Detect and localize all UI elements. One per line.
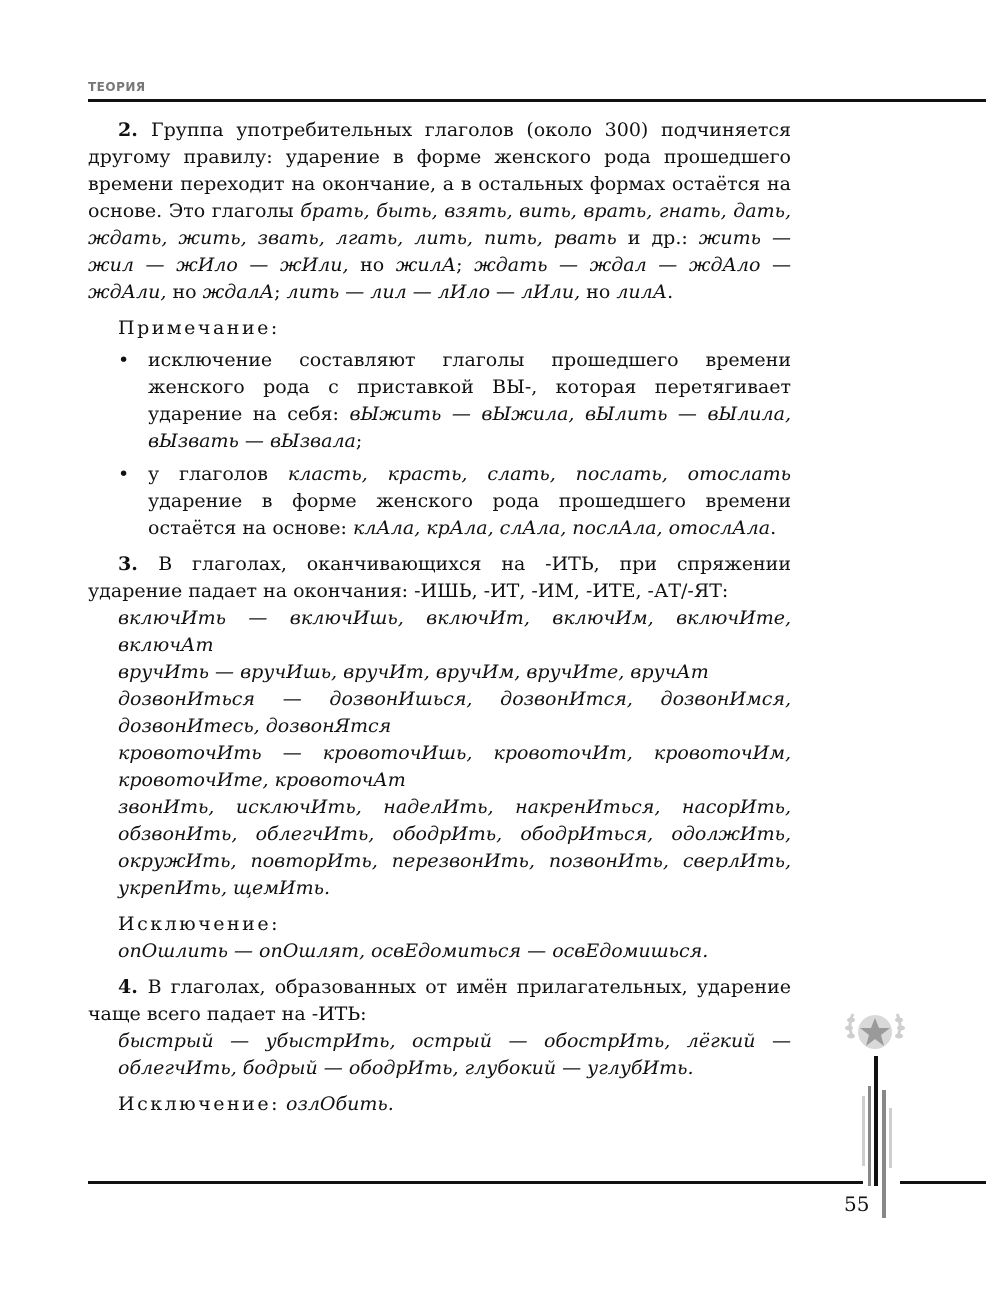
section-header: ТЕОРИЯ — [88, 80, 146, 94]
examples-3 — [88, 605, 791, 902]
text-run: 3. — [118, 553, 159, 575]
exception-title: Исключение: — [118, 1093, 280, 1115]
text-run: исключение составляют глаголы прошедшего времени женского рода с приставкой ВЫ-, которая перетягивает ударение на себя: — [148, 349, 791, 425]
footer-rule — [900, 1181, 986, 1184]
text-run: у глаголов — [148, 463, 288, 485]
text-run: ; — [274, 281, 287, 303]
paragraph-4 — [88, 974, 791, 1028]
text-run: лилА — [616, 281, 668, 303]
example-line: вручИть — вручИшь, вручИт, вручИм, вручИте, вручАт — [118, 661, 709, 683]
text-run: жилА — [395, 254, 457, 276]
laurel-star-emblem — [843, 1008, 907, 1218]
text-run: Группа употребительных глаголов (около 300) подчиняется другому правилу: ударение в форме женского рода прошедшего времени переходит на окончание, а в остальных формах остаётся на основе. Это глаголы — [88, 119, 792, 222]
bullet: • — [118, 349, 130, 371]
exception-text: опОшлить — опОшлят, освЕдомиться — освЕдомишься. — [118, 940, 709, 962]
example-line: кровоточИть — кровоточИшь, кровоточИт, кровоточИм, кровоточИте, кровоточАт — [118, 742, 791, 791]
text-run: клАла, крАла, слАла, послАла, отослАла — [352, 517, 771, 539]
text-run: В глаголах, образованных от имён прилагательных, ударение чаще всего падает на -ИТЬ: — [88, 976, 791, 1025]
text-run: ударение в форме женского рода прошедшего времени остаётся на основе: — [148, 490, 791, 539]
examples-4 — [88, 1028, 791, 1082]
page-content — [88, 117, 791, 1118]
text-run: и др.: — [616, 227, 699, 249]
example-line: быстрый — убыстрИть, острый — обострИть, лёгкий — облегчИть, бодрый — ободрИть, глубокий — углубИть. — [118, 1030, 791, 1079]
example-line: дозвонИться — дозвонИшься, дозвонИтся, дозвонИмся, дозвонИтесь, дозвонЯтся — [118, 688, 791, 737]
text-run: брать, быть, взять, вить, врать, гнать, дать, ждать, жить, звать, лгать, лить, пить, рвать — [88, 200, 791, 249]
text-run: ждать — ждал — ждАло — ждАли, — [88, 254, 792, 303]
paragraph-2 — [88, 117, 791, 306]
example-line: звонИть, исключИть, наделИть, накренИться, насорИть, обзвонИть, облегчИть, ободрИть, ободрИться, одолжИть, окружИть, повторИть, перезвонИть, позвонИть, сверлИть, укрепИть, щемИть. — [118, 796, 791, 899]
exception-title: Исключение: — [118, 913, 280, 935]
text-run: но — [348, 254, 396, 276]
exception-4 — [88, 1091, 791, 1118]
text-run: ждалА — [202, 281, 275, 303]
text-run: лить — лил — лИло — лИли, — [286, 281, 581, 303]
text-run: ; — [456, 254, 475, 276]
text-run: вЫжить — вЫжила, вЫлить — вЫлила, вЫзвать — вЫзвала — [148, 403, 791, 452]
header-rule — [88, 99, 986, 102]
note-item — [88, 347, 791, 455]
note-item-text — [148, 463, 791, 539]
bullet: • — [118, 463, 130, 485]
paragraph-3 — [88, 551, 791, 605]
text-run: ; — [355, 430, 363, 452]
example-line: включИть — включИшь, включИт, включИм, включИте, включАт — [118, 607, 791, 656]
exception-3 — [88, 911, 791, 965]
text-run: но — [580, 281, 617, 303]
text-run: В глаголах, оканчивающихся на -ИТЬ, при спряжении ударение падает на окончания: -ИШЬ, -ИТ, -ИМ, -ИТЕ, -АТ/-ЯТ: — [88, 553, 791, 602]
text-run: 4. — [118, 976, 148, 998]
exception-text: озлОбить. — [286, 1093, 394, 1115]
text-run: 2. — [118, 119, 152, 141]
footer-rule — [88, 1181, 863, 1184]
text-run: . — [770, 517, 777, 539]
text-run: класть, красть, слать, послать, отослать — [287, 463, 792, 485]
page-number: 55 — [844, 1192, 870, 1216]
text-run: но — [166, 281, 203, 303]
note-title: Примечание: — [118, 317, 280, 339]
text-run: . — [667, 281, 674, 303]
note-item — [88, 461, 791, 542]
note-item-text — [148, 349, 791, 452]
text-run: жить — жил — жИло — жИли, — [88, 227, 792, 276]
